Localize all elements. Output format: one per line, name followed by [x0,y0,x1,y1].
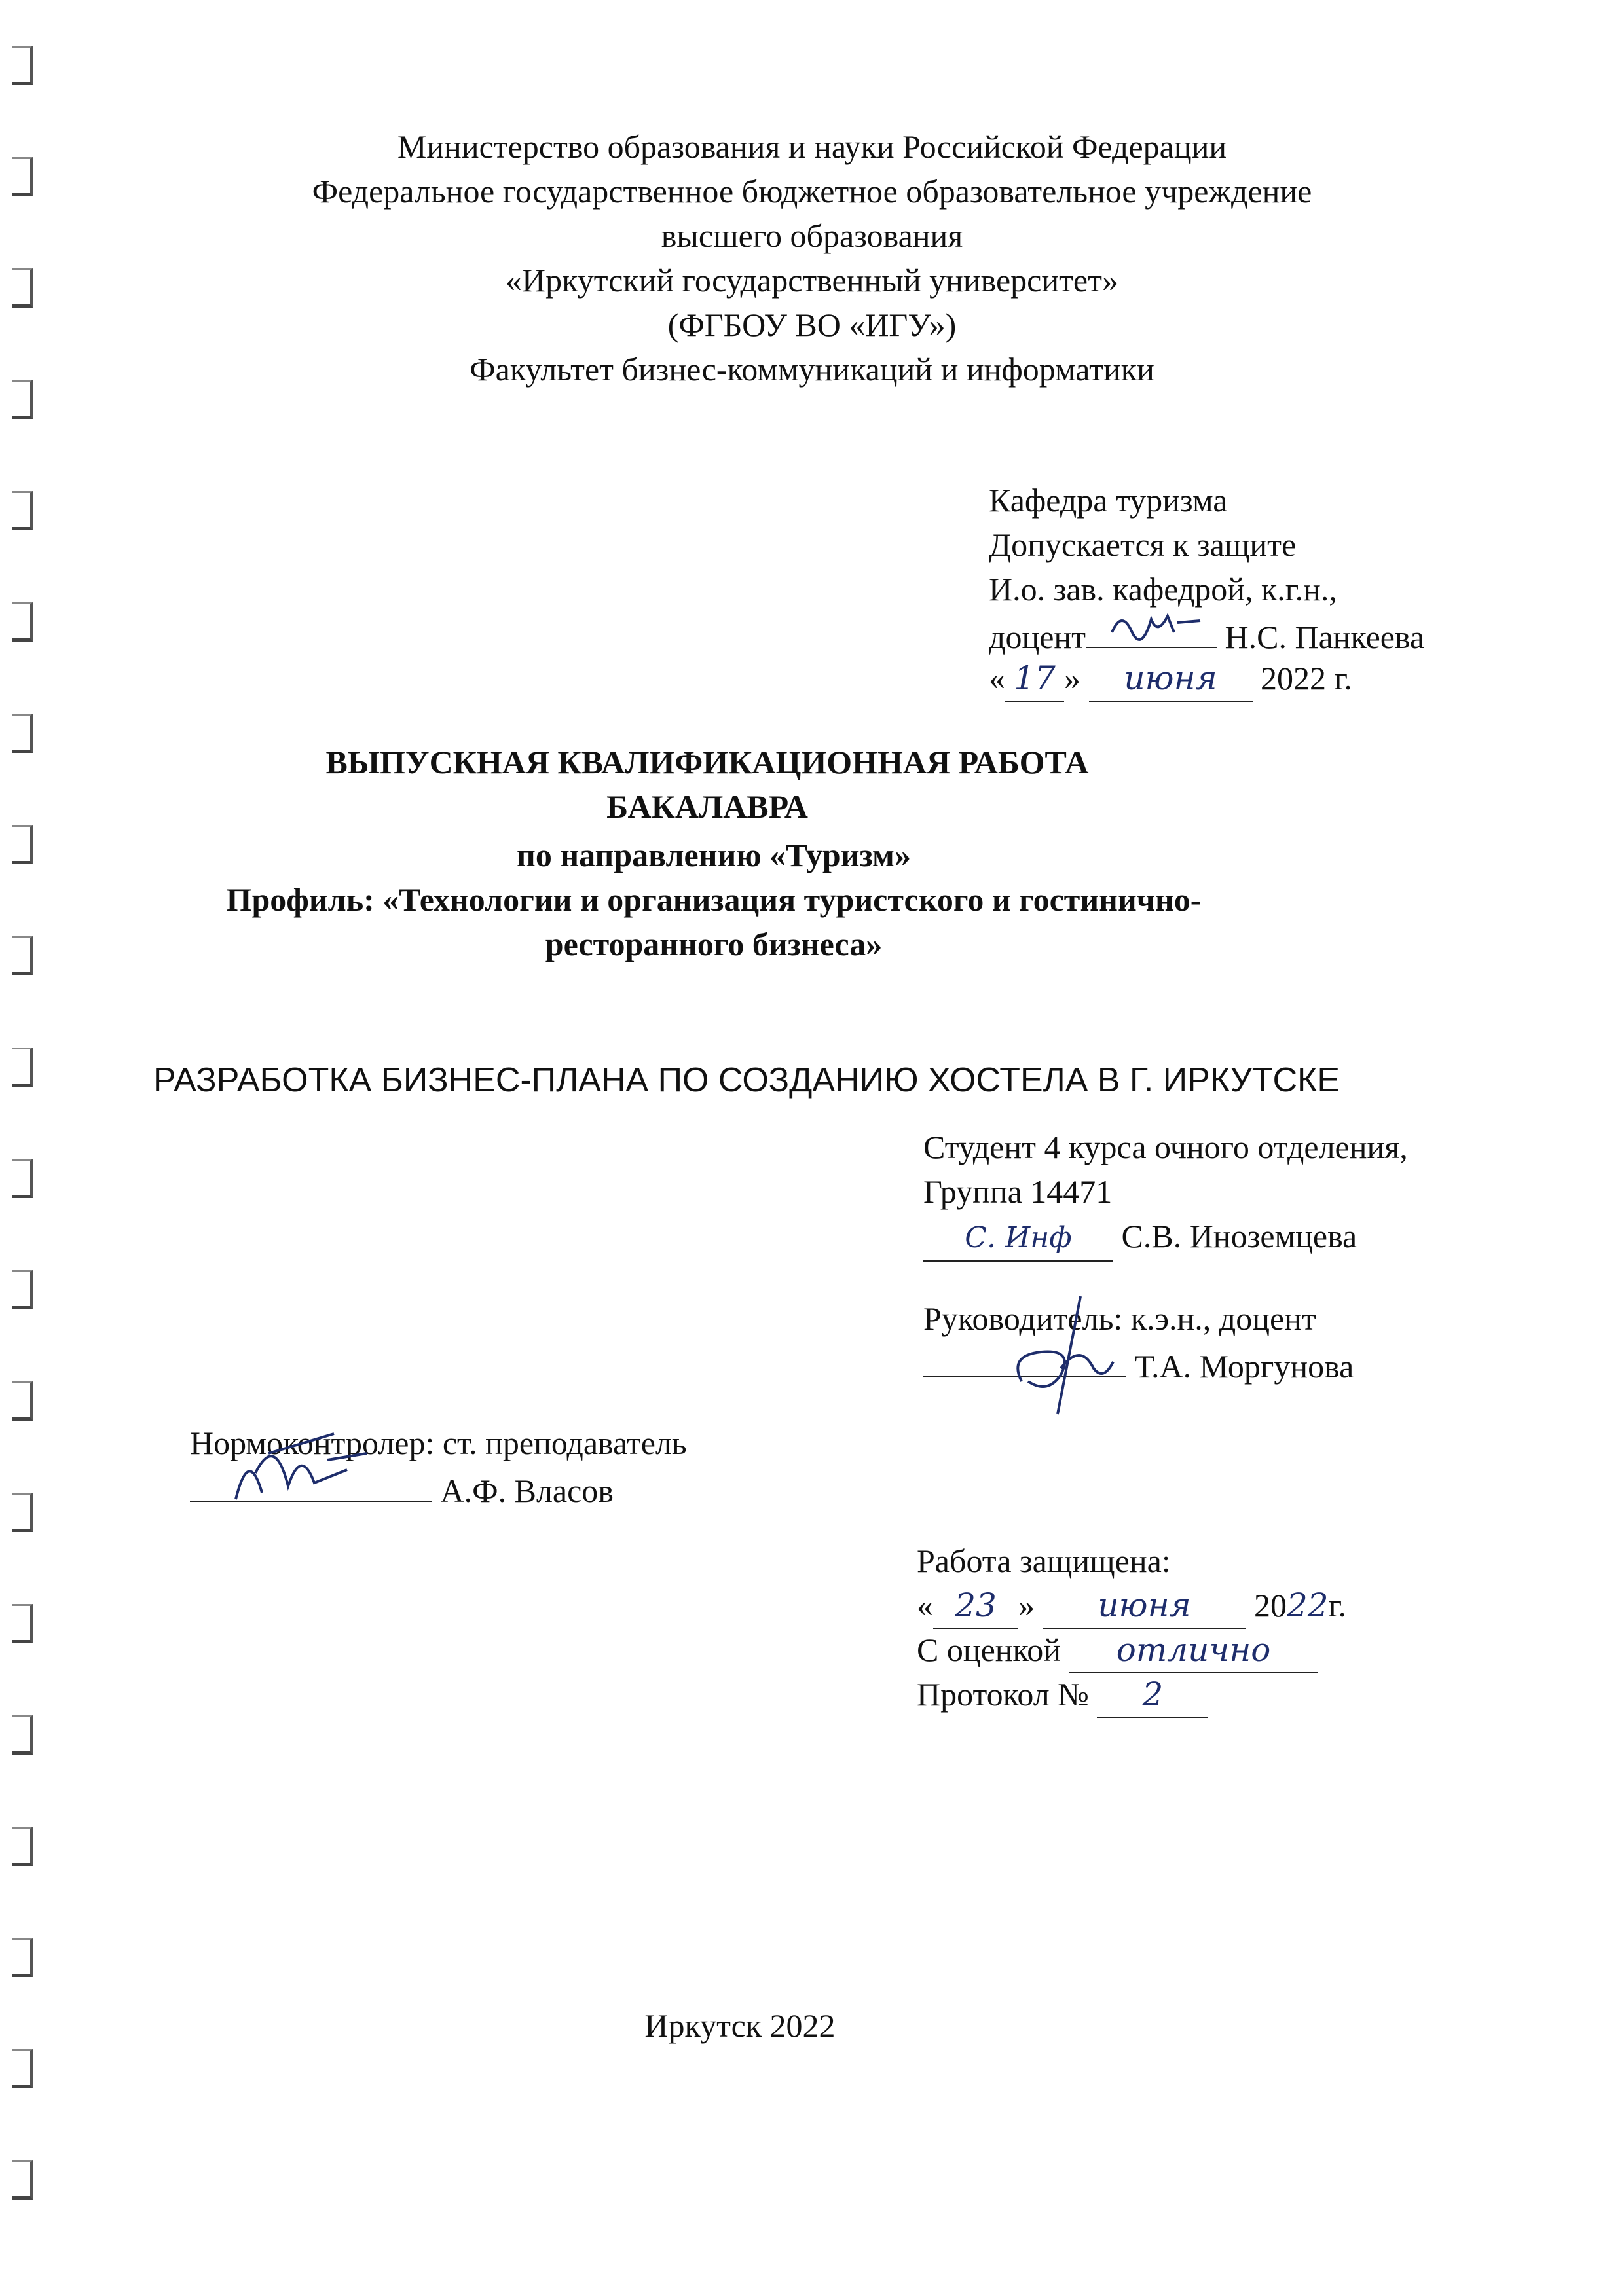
admitted-label: Допускается к защите [989,526,1297,563]
head-name: Н.С. Панкеева [1225,619,1425,655]
university-name: «Иркутский государственный университет» [506,262,1118,299]
supervisor-signature-mark [982,1283,1139,1427]
approval-year: 2022 г. [1261,660,1352,697]
normcontrol-title: Нормоконтролер: ст. преподаватель [190,1425,687,1461]
defense-month: июня [1043,1583,1246,1629]
university-abbr: (ФГБОУ ВО «ИГУ») [667,306,957,343]
student-signature: С. Инф [923,1216,1113,1262]
supervisor-title: Руководитель: к.э.н., доцент [923,1300,1316,1337]
direction-line: по направлению «Туризм» [517,837,911,873]
normcontrol-name: А.Ф. Власов [440,1472,614,1509]
faculty-name: Факультет бизнес-коммуникаций и информатики [470,351,1154,388]
defense-title: Работа защищена: [917,1542,1171,1579]
protocol-label: Протокол № [917,1676,1089,1713]
approval-month: июня [1089,656,1253,702]
defense-protocol [917,1672,1208,1718]
quote-close: » [1064,660,1080,697]
normcontrol-signature-mark [196,1408,393,1512]
thesis-topic: РАЗРАБОТКА БИЗНЕС-ПЛАНА ПО СОЗДАНИЮ ХОСТЕЛА В Г. ИРКУТСКЕ [153,1061,1340,1099]
education-level-line: высшего образования [661,217,963,254]
defense-year-suffix: г. [1328,1587,1346,1624]
department-name: Кафедра туризма [989,482,1228,519]
quote-close: » [1018,1587,1035,1624]
defense-date [917,1583,1346,1629]
student-course: Студент 4 курса очного отделения, [923,1129,1408,1165]
grade-value: отлично [1069,1628,1318,1673]
quote-open: « [917,1587,933,1624]
work-type-line2: БАКАЛАВРА [606,788,808,825]
supervisor-name: Т.А. Моргунова [1134,1348,1354,1385]
head-title: И.о. зав. кафедрой, к.г.н., [989,571,1337,608]
defense-year-prefix: 20 [1254,1587,1287,1624]
signature-mark [1086,606,1217,646]
student-group: Группа 14471 [923,1173,1113,1210]
profile-line1: Профиль: «Технологии и организация туристского и гостинично- [226,881,1202,918]
approval-day: 17 [1005,656,1064,702]
work-type-line1: ВЫПУСКНАЯ КВАЛИФИКАЦИОННАЯ РАБОТА [325,744,1089,780]
defense-day: 23 [933,1583,1018,1629]
defense-year-hand: 22 [1287,1586,1329,1624]
head-signature-line [989,611,1424,659]
grade-label: С оценкой [917,1631,1061,1668]
institution-type-line: Федеральное государственное бюджетное образовательное учреждение [312,173,1312,210]
protocol-number: 2 [1097,1672,1208,1718]
quote-open: « [989,660,1005,697]
student-name: С.В. Иноземцева [1121,1218,1357,1254]
student-signature-line [923,1214,1357,1262]
approval-date [989,656,1352,702]
head-prefix: доцент [989,619,1086,655]
ministry-line: Министерство образования и науки Российской Федерации [397,128,1227,165]
head-signature [1086,611,1217,648]
profile-line2: ресторанного бизнеса» [545,926,883,962]
city-year: Иркутск 2022 [644,2007,836,2044]
defense-grade [917,1628,1318,1673]
